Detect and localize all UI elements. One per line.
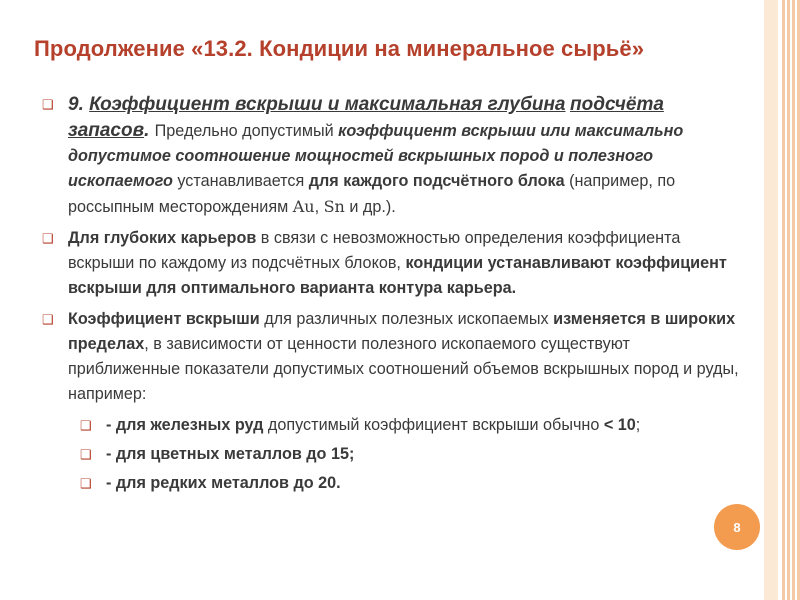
bullet-icon: ❑ [80,447,92,462]
p1-text-5: и др.). [344,198,396,216]
page-number-badge: 8 [714,504,760,550]
sub-item-rare [78,471,740,496]
bullet-icon: ❑ [80,418,92,433]
sub-item-nonferrous [78,442,740,467]
sub-item-iron [78,413,740,438]
p2-bold-1: Для глубоких карьеров [68,229,257,247]
p2-bold-2: кондиции устанавливают коэффициент вскрыши для оптимального варианта контура карьера. [68,254,727,297]
p1-text-2: устанавливается [172,172,309,190]
p2-text-1: в связи с невозможностью определения коэффициента вскрыши по каждому из подсчётных блоков, [68,229,681,272]
paragraph-2 [40,226,740,301]
p1-text-3: (например, по россыпным месторождениям [68,172,676,216]
p3-text-1: для различных полезных ископаемых [259,310,554,328]
p1-text-4: , [314,198,324,216]
p3-text-2: , в зависимости от ценности полезного ископаемого существуют приближенные показатели допустимых соотношений объемов вскрышных пород и руды, например: [68,335,739,403]
bullet-icon: ❑ [80,476,92,491]
p1-bold-italic: коэффициент вскрыши или максимально допустимое соотношение мощностей вскрышных пород и полезного ископаемого [68,122,684,190]
slide-content [40,92,740,500]
sub1-bold-1: - для железных руд [106,416,264,434]
heading-dot: . [144,120,155,141]
p3-bold-1: Коэффициент вскрыши [68,310,260,328]
sub2-bold: - для цветных металлов до 15; [106,445,355,463]
sub3-bold: - для редких металлов до 20. [106,474,341,492]
heading-text-a: Коэффициент вскрыши и максимальная глубина [89,94,566,115]
slide-title: Продолжение «13.2. Кондиции на минеральное сырьё» [34,36,645,61]
heading-number: 9. [68,94,90,115]
sub1-text-1: допустимый коэффициент вскрыши обычно [263,416,604,434]
bullet-icon: ❑ [42,97,54,112]
bullet-icon: ❑ [42,312,54,327]
sub1-bold-2: < 10 [603,416,636,434]
decorative-stripes [782,0,800,600]
heading-text-b: подсчёта запасов [68,94,664,141]
bullet-icon: ❑ [42,231,54,246]
p1-bold: для каждого подсчётного блока [308,172,565,190]
sub1-text-2: ; [635,416,641,434]
symbol-sn: Sn [323,197,345,216]
p3-bold-2: изменяется в широких пределах [68,310,736,353]
p1-text-1: Предельно допустимый [154,122,339,140]
symbol-au: Au [292,197,315,216]
paragraph-3 [40,307,740,407]
paragraph-1 [40,92,740,220]
